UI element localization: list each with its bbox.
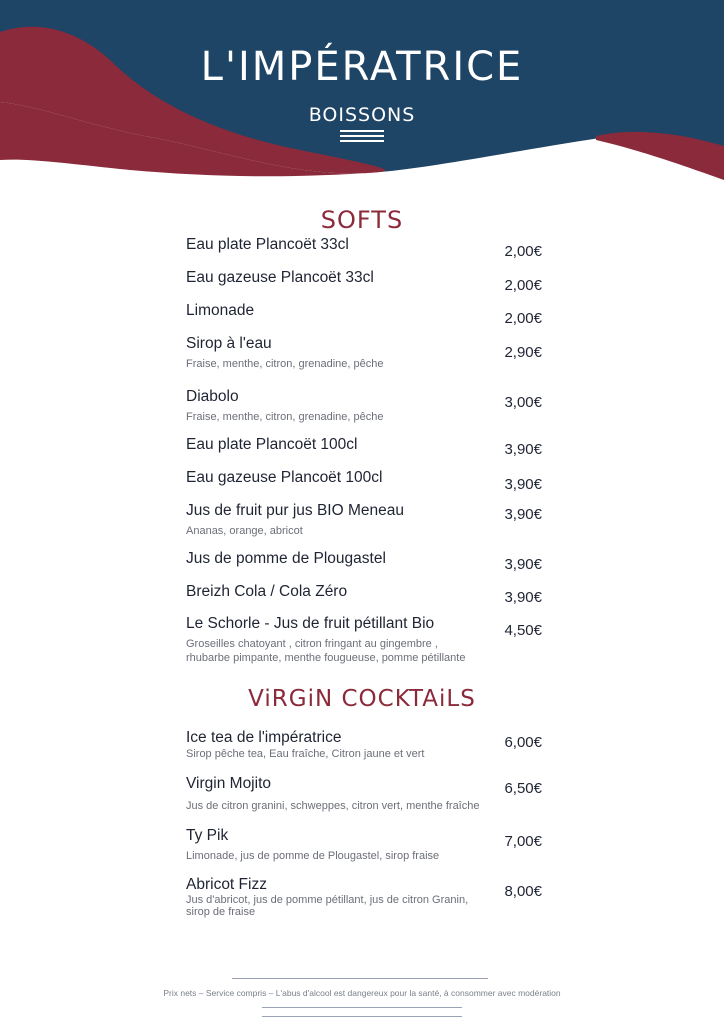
menu-subtitle: BOISSONS <box>308 104 416 126</box>
menu-item <box>186 775 486 813</box>
menu-item <box>186 302 486 320</box>
item-name: Eau plate Plancoët 100cl <box>186 436 358 453</box>
item-name: Ice tea de l'impératrice <box>186 729 342 746</box>
item-price: 3,90€ <box>504 556 542 573</box>
section-title-virgin-cocktails: ViRGiN COCKTAiLS <box>248 686 476 712</box>
item-description: Sirop pêche tea, Eau fraîche, Citron jaune et vert <box>186 748 425 760</box>
menu-item <box>186 436 486 454</box>
footer-disclaimer: Prix nets – Service compris – L'abus d'alcool est dangereux pour la santé, à consommer avec modération <box>163 988 561 998</box>
item-description: Groseilles chatoyant , citron fringant au gingembre , rhubarbe pimpante, menthe fougueuse, pomme pétillante <box>186 638 466 664</box>
item-name: Eau gazeuse Plancoët 33cl <box>186 269 374 286</box>
item-price: 3,90€ <box>504 441 542 458</box>
menu-item <box>186 236 486 254</box>
menu-item <box>186 827 486 863</box>
item-description: Fraise, menthe, citron, grenadine, pêche <box>186 411 384 423</box>
menu-item <box>186 550 486 568</box>
section-title-softs: SOFTS <box>320 206 404 234</box>
menu-item <box>186 583 486 601</box>
item-price: 8,00€ <box>504 883 542 900</box>
item-name: Diabolo <box>186 388 239 405</box>
menu-item <box>186 269 486 287</box>
item-description: Jus de citron granini, schweppes, citron vert, menthe fraîche <box>186 800 480 812</box>
item-price: 7,00€ <box>504 833 542 850</box>
item-name: Ty Pik <box>186 827 229 844</box>
subtitle-underline <box>340 130 384 145</box>
item-name: Jus de fruit pur jus BIO Meneau <box>186 502 404 519</box>
item-price: 2,00€ <box>504 277 542 294</box>
footer-divider-bottom-2 <box>262 1016 462 1017</box>
footer-divider-top <box>232 978 488 979</box>
item-price: 6,50€ <box>504 780 542 797</box>
item-name: Abricot Fizz <box>186 876 267 893</box>
item-price: 3,90€ <box>504 506 542 523</box>
item-description: Jus d'abricot, jus de pomme pétillant, jus de citron Granin, sirop de fraise <box>186 894 469 918</box>
item-description: Limonade, jus de pomme de Plougastel, sirop fraise <box>186 850 440 862</box>
header-wave-background <box>0 0 724 200</box>
menu-item <box>186 335 486 371</box>
item-name: Breizh Cola / Cola Zéro <box>186 583 348 600</box>
item-price: 2,90€ <box>504 344 542 361</box>
menu-item <box>186 388 486 424</box>
item-price: 3,90€ <box>504 476 542 493</box>
footer-divider-bottom <box>262 1007 462 1008</box>
menu-item <box>186 729 486 761</box>
menu-item <box>186 469 486 487</box>
menu-item <box>186 502 486 538</box>
item-name: Limonade <box>186 302 255 319</box>
item-description: Fraise, menthe, citron, grenadine, pêche <box>186 358 384 370</box>
item-name: Virgin Mojito <box>186 775 272 792</box>
item-name: Eau gazeuse Plancoët 100cl <box>186 469 383 486</box>
menu-item <box>186 615 486 665</box>
restaurant-name: L'IMPÉRATRICE <box>200 44 524 90</box>
item-name: Eau plate Plancoët 33cl <box>186 236 349 253</box>
item-price: 3,90€ <box>504 589 542 606</box>
item-name: Jus de pomme de Plougastel <box>186 550 386 567</box>
item-price: 3,00€ <box>504 394 542 411</box>
menu-item <box>186 876 491 918</box>
item-price: 6,00€ <box>504 734 542 751</box>
item-price: 2,00€ <box>504 243 542 260</box>
item-name: Le Schorle - Jus de fruit pétillant Bio <box>186 615 435 632</box>
item-description: Ananas, orange, abricot <box>186 525 303 537</box>
item-name: Sirop à l'eau <box>186 335 272 352</box>
item-price: 4,50€ <box>504 622 542 639</box>
item-price: 2,00€ <box>504 310 542 327</box>
